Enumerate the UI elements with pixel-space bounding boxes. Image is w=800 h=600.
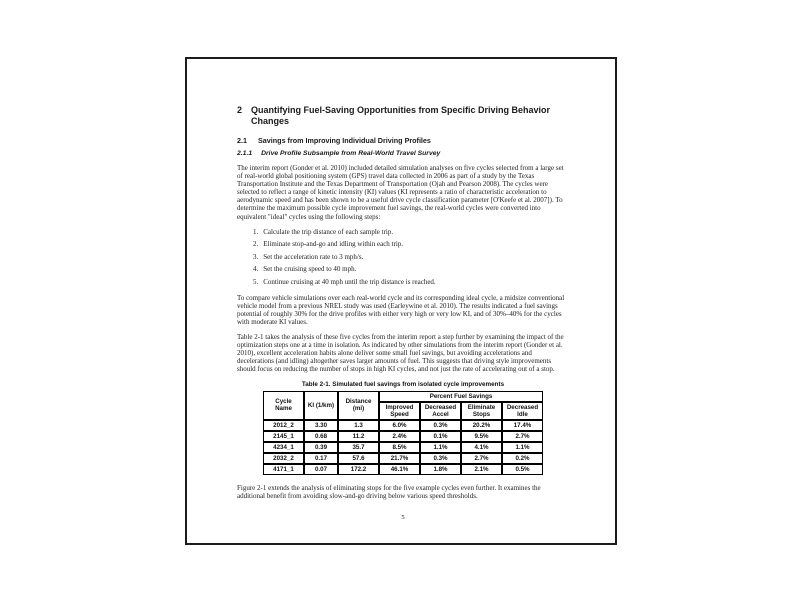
cell-eliminate-stops: 20.2% bbox=[461, 420, 502, 431]
table-caption: Table 2-1. Simulated fuel savings from isolated cycle improvements bbox=[301, 380, 505, 388]
cell-cycle-name: 4234_1 bbox=[263, 442, 304, 453]
column-header-decreased-accel: Decreased Accel bbox=[420, 402, 461, 420]
list-item-text: Set the cruising speed to 40 mph. bbox=[263, 265, 357, 274]
table-row bbox=[263, 431, 543, 442]
column-header-distance: Distance (mi) bbox=[338, 391, 379, 420]
column-group-percent-fuel-savings: Percent Fuel Savings bbox=[379, 391, 543, 402]
list-item-text: Set the acceleration rate to 3 mph/s. bbox=[263, 252, 364, 261]
table-header-row bbox=[263, 391, 543, 402]
table-row bbox=[263, 464, 543, 475]
cell-ki: 0.39 bbox=[304, 442, 338, 453]
cell-distance: 172.2 bbox=[338, 464, 379, 475]
column-header-decreased-idle: Decreased Idle bbox=[502, 402, 543, 420]
list-item bbox=[253, 265, 569, 273]
column-header-ki: KI (1/km) bbox=[304, 391, 338, 420]
paragraph-figure-reference: Figure 2-1 extends the analysis of eliminating stops for the five example cycles even further. It examines the additional benefit from avoiding slow-and-go driving below various speed thresholds. bbox=[237, 483, 541, 500]
list-item bbox=[253, 253, 569, 261]
subsection-number: 2.1.1 bbox=[237, 150, 253, 157]
chapter-heading bbox=[237, 105, 569, 126]
cell-cycle-name: 4171_1 bbox=[263, 464, 304, 475]
cell-cycle-name: 2012_2 bbox=[263, 420, 304, 431]
cell-ki: 0.68 bbox=[304, 431, 338, 442]
cell-distance: 35.7 bbox=[338, 442, 379, 453]
list-item-text: Calculate the trip distance of each sample trip. bbox=[263, 227, 394, 236]
cell-ki: 3.30 bbox=[304, 420, 338, 431]
cell-eliminate-stops: 2.7% bbox=[461, 453, 502, 464]
cell-decreased-idle: 2.7% bbox=[502, 431, 543, 442]
chapter-title: Quantifying Fuel-Saving Opportunities from Specific Driving Behavior Changes bbox=[251, 105, 551, 126]
cell-improved-speed: 21.7% bbox=[379, 453, 420, 464]
subsection-title: Drive Profile Subsample from Real-World Travel Survey bbox=[261, 150, 441, 157]
fuel-savings-table bbox=[263, 391, 543, 475]
cell-cycle-name: 2145_1 bbox=[263, 431, 304, 442]
paragraph-intro: The interim report (Gonder et al. 2010) included detailed simulation analyses on five cycles selected from a large set of real-world global positioning system (GPS) travel data collected in 2006 as part of a study by the Texas Transportation Institute and the Texas Department of Transportation (Ojah and Pearson 2008). The cycles were selected to reflect a range of kinetic intensity (KI) values (KI represents a ratio of characteristic acceleration to aerodynamic speed and has been shown to be a useful drive cycle classification parameter [O'Keefe et al. 2007]). To determine the maximum possible cycle improvement fuel savings, the real-world cycles were converted into equivalent "ideal" cycles using the following steps: bbox=[237, 164, 564, 221]
list-item bbox=[253, 228, 569, 236]
cell-decreased-idle: 17.4% bbox=[502, 420, 543, 431]
cell-decreased-accel: 1.1% bbox=[420, 442, 461, 453]
table-row bbox=[263, 442, 543, 453]
cell-decreased-idle: 0.5% bbox=[502, 464, 543, 475]
list-item-number: 1. bbox=[253, 227, 259, 236]
column-header-cycle-name: Cycle Name bbox=[263, 391, 304, 420]
table-row bbox=[263, 453, 543, 464]
paragraph-table-discussion: Table 2-1 takes the analysis of these five cycles from the interim report a step further by examining the impact of the optimization steps one at a time in isolation. As indicated by other simulations from the interim report (Gonder et al. 2010), excellent acceleration habits alone deliver some small fuel savings, but avoiding accelerations and decelerations (and idling) altogether saves larger amounts of fuel. This suggests that driving style improvements should focus on reducing the number of stops in high KI cycles, and not just the rate of accelerating out of a stop. bbox=[237, 333, 564, 374]
page-number: 5 bbox=[401, 513, 405, 521]
list-item-number: 4. bbox=[253, 265, 259, 274]
section-heading bbox=[237, 137, 569, 145]
table-row bbox=[263, 420, 543, 431]
cell-ki: 0.17 bbox=[304, 453, 338, 464]
cell-improved-speed: 2.4% bbox=[379, 431, 420, 442]
cell-eliminate-stops: 4.1% bbox=[461, 442, 502, 453]
section-title: Savings from Improving Individual Driving Profiles bbox=[258, 136, 431, 145]
column-header-improved-speed: Improved Speed bbox=[379, 402, 420, 420]
cell-decreased-accel: 1.8% bbox=[420, 464, 461, 475]
subsection-heading bbox=[237, 150, 569, 158]
cell-decreased-idle: 1.1% bbox=[502, 442, 543, 453]
list-item-number: 5. bbox=[253, 277, 259, 286]
list-item bbox=[253, 240, 569, 248]
cell-distance: 57.6 bbox=[338, 453, 379, 464]
ideal-cycle-steps-list bbox=[253, 228, 569, 286]
list-item bbox=[253, 278, 569, 286]
cell-cycle-name: 2032_2 bbox=[263, 453, 304, 464]
list-item-text: Eliminate stop-and-go and idling within each trip. bbox=[263, 240, 404, 249]
cell-decreased-idle: 0.2% bbox=[502, 453, 543, 464]
cell-improved-speed: 46.1% bbox=[379, 464, 420, 475]
list-item-number: 2. bbox=[253, 240, 259, 249]
list-item-number: 3. bbox=[253, 252, 259, 261]
cell-eliminate-stops: 2.1% bbox=[461, 464, 502, 475]
chapter-number: 2 bbox=[237, 105, 243, 115]
list-item-text: Continue cruising at 40 mph until the trip distance is reached. bbox=[263, 277, 436, 286]
cell-improved-speed: 8.5% bbox=[379, 442, 420, 453]
paragraph-simulation-results: To compare vehicle simulations over each real-world cycle and its corresponding ideal cycle, a midsize conventional vehicle model from a previous NREL study was used (Earleywine et al. 2010). The results indicated a fuel savings potential of roughly 30% for the drive profiles with either very high or very low KI, and of 30%–40% for the cycles with moderate KI values. bbox=[237, 293, 565, 326]
cell-decreased-accel: 0.3% bbox=[420, 420, 461, 431]
cell-improved-speed: 6.0% bbox=[379, 420, 420, 431]
cell-distance: 11.2 bbox=[338, 431, 379, 442]
column-header-eliminate-stops: Eliminate Stops bbox=[461, 402, 502, 420]
section-number: 2.1 bbox=[237, 136, 247, 145]
cell-ki: 0.07 bbox=[304, 464, 338, 475]
cell-distance: 1.3 bbox=[338, 420, 379, 431]
report-page bbox=[185, 57, 617, 545]
cell-decreased-accel: 0.3% bbox=[420, 453, 461, 464]
cell-decreased-accel: 0.1% bbox=[420, 431, 461, 442]
cell-eliminate-stops: 9.5% bbox=[461, 431, 502, 442]
